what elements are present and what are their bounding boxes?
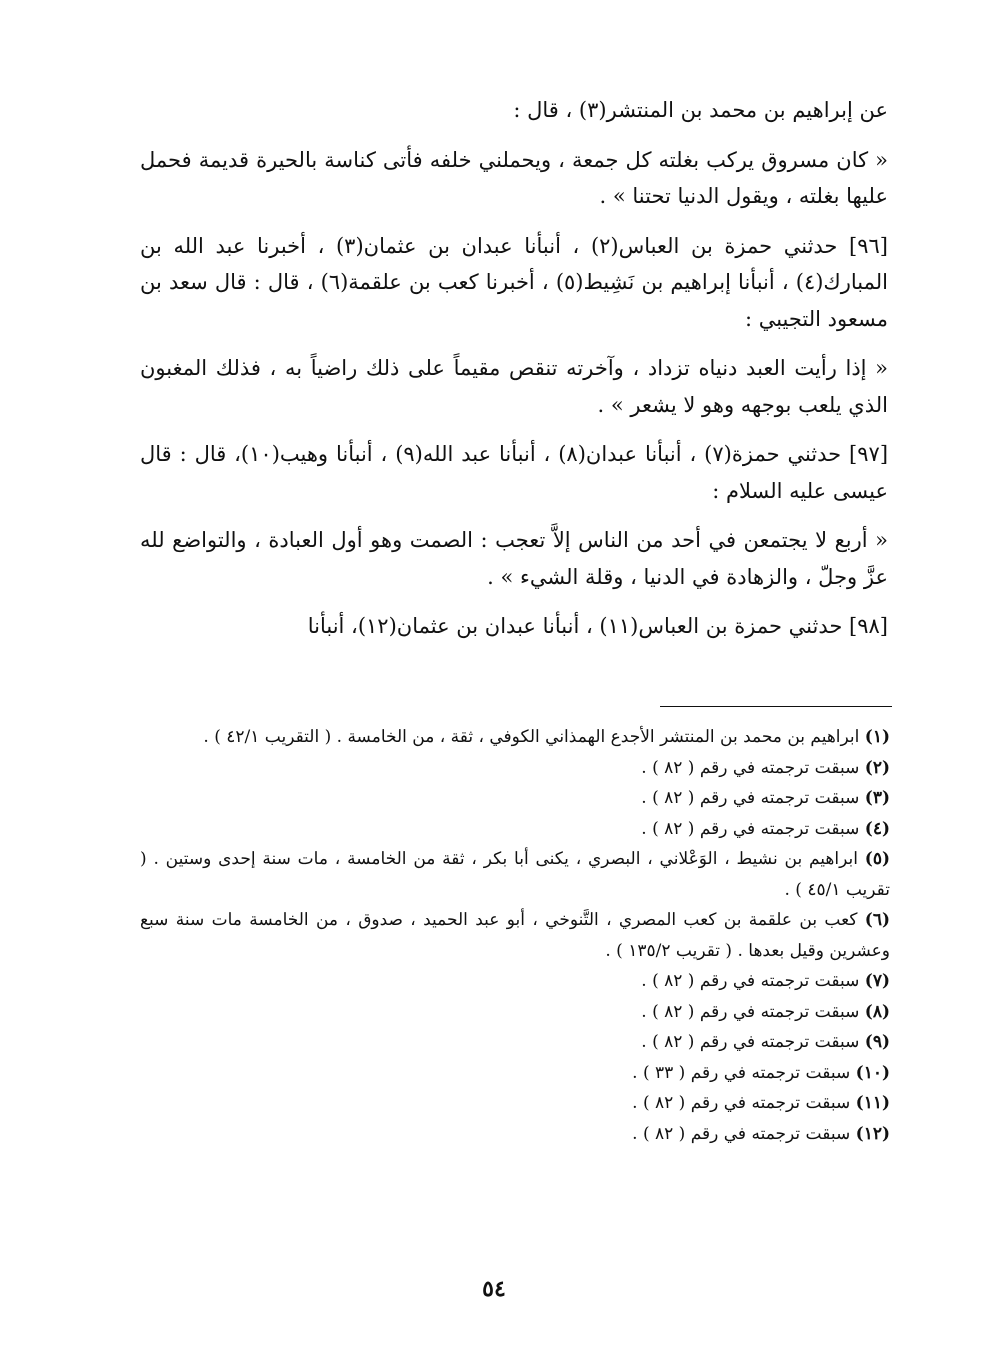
footnote-number: (٢) — [864, 757, 890, 778]
footnote-number: (٥) — [864, 849, 891, 869]
quote-3: « أربع لا يجتمعن في أحد من الناس إلاَّ تعجب : الصمت وهو أول العبادة ، والتواضع لله عزَّ وجلّ ، والزهادة في الدنيا ، وقلة الشيء » . — [140, 528, 888, 589]
footnote-9 — [140, 1027, 890, 1058]
footnote-12 — [140, 1119, 890, 1150]
quote-1: « كان مسروق يركب بغلته كل جمعة ، ويحملني خلفه فأتى كناسة بالحيرة قديمة فحمل عليها بغلته ، ويقول الدنيا تحتنا » . — [140, 147, 888, 208]
footnote-8 — [140, 997, 890, 1028]
footnote-text: سبقت ترجمته في رقم ( ٨٢ ) . — [641, 1001, 860, 1022]
page-number: ٥٤ — [482, 1276, 506, 1302]
footnote-1 — [140, 722, 890, 753]
footnote-number: (٦) — [864, 910, 890, 930]
footnote-text: سبقت ترجمته في رقم ( ٨٢ ) . — [641, 1032, 860, 1052]
footnote-5 — [140, 844, 890, 905]
hadith-98: [٩٨] حدثني حمزة بن العباس(١١) ، أنبأنا عبدان بن عثمان(١٢)، أنبأنا — [307, 614, 888, 638]
footnote-number: (٨) — [864, 1001, 890, 1022]
footnotes — [140, 722, 890, 1149]
footnote-text: سبقت ترجمته في رقم ( ٨٢ ) . — [641, 788, 860, 808]
footnote-number: (١) — [864, 727, 890, 747]
footnote-6 — [140, 905, 890, 966]
footnote-number: (٧) — [864, 971, 890, 991]
footnote-text: سبقت ترجمته في رقم ( ٨٢ ) . — [632, 1123, 851, 1144]
paragraph-1: عن إبراهيم بن محمد بن المنتشر(٣) ، قال : — [513, 98, 888, 122]
footnote-4 — [140, 814, 890, 845]
footnote-text: ابراهيم بن محمد بن المنتشر الأجدع الهمذاني الكوفي ، ثقة ، من الخامسة . ( التقريب ٤٢/١ ) . — [203, 727, 860, 747]
footnote-number: (٤) — [864, 818, 890, 839]
footnote-text: سبقت ترجمته في رقم ( ٨٢ ) . — [641, 818, 860, 839]
footnote-11 — [140, 1088, 890, 1119]
footnote-3 — [140, 783, 890, 814]
footnote-text: سبقت ترجمته في رقم ( ٣٣ ) . — [632, 1062, 851, 1083]
quote-2: « إذا رأيت العبد دنياه تزداد ، وآخرته تنقص مقيماً على ذلك راضياً به ، فذلك المغبون الذي يلعب بوجهه وهو لا يشعر » . — [140, 356, 888, 417]
main-text — [140, 92, 888, 658]
hadith-97: [٩٧] حدثني حمزة(٧) ، أنبأنا عبدان(٨) ، أنبأنا عبد الله(٩) ، أنبأنا وهيب(١٠)، قال : قال عيسى عليه السلام : — [140, 442, 889, 503]
footnote-10 — [140, 1058, 890, 1089]
footnote-number: (٣) — [864, 788, 890, 808]
footnote-text: سبقت ترجمته في رقم ( ٨٢ ) . — [632, 1093, 851, 1113]
footnote-7 — [140, 966, 890, 997]
footnote-2 — [140, 753, 890, 784]
footnote-divider — [660, 706, 892, 707]
footnote-number: (١٠) — [855, 1062, 890, 1083]
footnote-text: سبقت ترجمته في رقم ( ٨٢ ) . — [641, 757, 860, 778]
footnote-number: (١٢) — [855, 1123, 890, 1144]
hadith-96: [٩٦] حدثني حمزة بن العباس(٢) ، أنبأنا عبدان بن عثمان(٣) ، أخبرنا عبد الله بن المبارك(٤) ، أنبأنا إبراهيم بن نَشِيط(٥) ، أخبرنا كعب بن علقمة(٦) ، قال : قال سعد بن مسعود التجيبي : — [140, 233, 888, 331]
footnote-number: (٩) — [864, 1032, 890, 1052]
footnote-number: (١١) — [855, 1093, 890, 1113]
footnote-text: سبقت ترجمته في رقم ( ٨٢ ) . — [641, 971, 860, 991]
footnote-text: كعب بن علقمة بن كعب المصري ، التَّنوخي ، أبو عبد الحميد ، صدوق ، من الخامسة مات سنة سبع وعشرين وقيل بعدها . ( تقريب ١٣٥/٢ ) . — [140, 910, 890, 961]
footnote-text: ابراهيم بن نشيط ، الوَعْلاني ، البصري ، يكنى أبا بكر ، ثقة من الخامسة ، مات سنة إحدى وستين . ( تقريب ٤٥/١ ) . — [140, 849, 890, 900]
